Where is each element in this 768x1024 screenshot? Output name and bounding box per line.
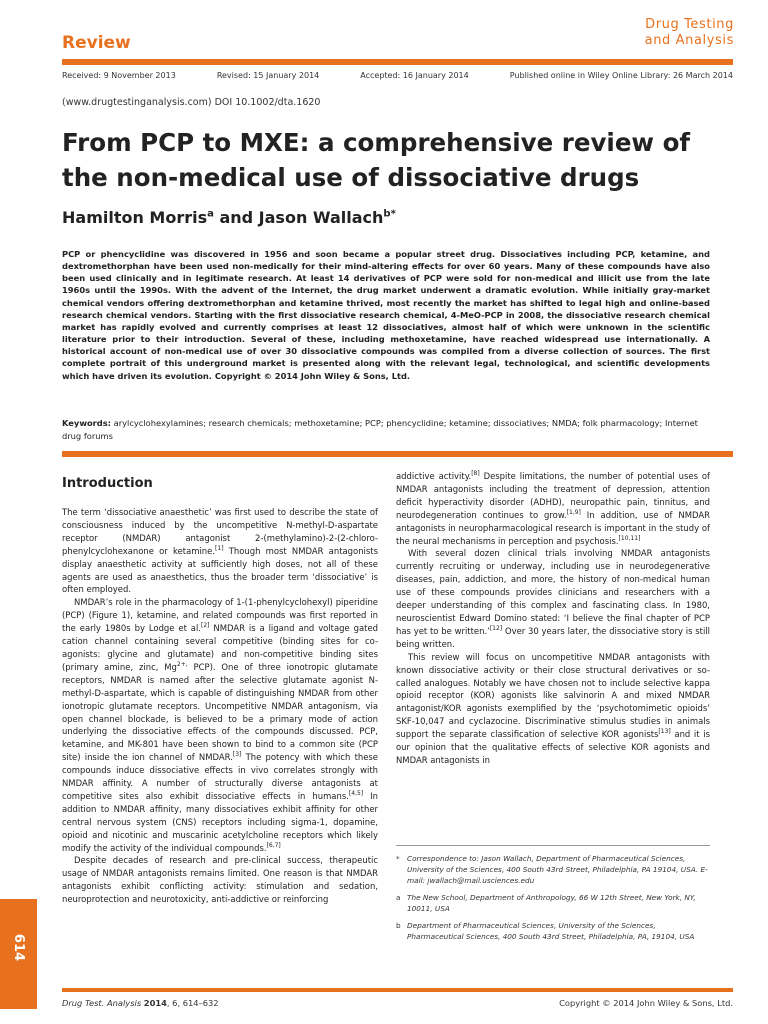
text-run: Despite limitations, the number of potential uses of NMDAR antagonists including the treatment of depression, attention deficit hyperactivity disorder (ADHD), neuropathic pain, tinnitus, and neurodegeneration continues to grow. (396, 471, 710, 520)
text-run: Over 30 years later, the dissociative story is still being written. (396, 625, 710, 649)
footnote-text: Correspondence to: Jason Wallach, Department of Pharmaceutical Sciences, University of the Sciences, 400 South 43rd Street, Philadelphia, PA 19104, USA. E-mail: jwallach@mail.usciences.edu (407, 854, 708, 885)
superscript: 2+, (176, 661, 188, 669)
text-run: NMDAR’s role in the pharmacology of 1-(1-phenylcyclohexyl) piperidine (PCP) (Figure 1), ketamine, and related compounds was first reported in the early 1980s by Lodge et al. (62, 597, 378, 634)
text-run: The term ‘dissociative anaesthetic’ was first used to describe the state of consciousness induced by the uncompetitive N-methyl-D-aspartate receptor (NMDAR) antagonist 2-(methylamino)-2-(2-chloro-phenylcyclohexanone or ketamine. (62, 507, 378, 556)
text-run: This review will focus on uncompetitive NMDAR antagonists with known dissociative activity or their close structural derivatives or so-called analogues. Notably we have chosen not to include selective kappa opioid receptor (KOR) agonists like salvinorin A and mixed NMDAR antagonist/KOR agonists exemplified by the ‘psychotomimetic opioids’ SKF-10,047 and cyclazocine. Discriminative stimulus studies in animals support the separate classification of selective KOR agonists (396, 651, 710, 740)
footnote-mark: * (396, 854, 400, 863)
paragraph: Despite decades of research and pre-clinical success, therapeutic usage of NMDAR antagonists remains limited. One reason is that NMDAR antagonists exhibit conflicting activity: stimulation and sedation, neuroprotection and neurotoxicity, anti-addictive or reinforcing (62, 855, 378, 905)
author-line (62, 208, 396, 227)
paragraph (396, 470, 710, 547)
author-1: Hamilton Morris (62, 208, 208, 227)
footnote-affiliation-b (396, 920, 710, 942)
citation[interactable]: [12] (489, 625, 503, 633)
text-run: The potency with which these compounds induce dissociative effects in vivo correlates strongly with NMDAR affinity. A number of structurally diverse antagonists at competitive sites also exhibit dissociative effects in humans. (62, 752, 378, 801)
citation[interactable]: [3] (232, 751, 242, 759)
paragraph (396, 651, 710, 767)
abstract: PCP or phencyclidine was discovered in 1956 and soon became a popular street drug. Dissociatives including PCP, ketamine, and dextromethorphan have been used non-medically for their mind-altering effects for over 60 years. Many of these compounds have also been used clinically and in legitimate research. At least 14 derivatives of PCP were sold for non-medical and illicit use from the late 1960s until the 1990s. With the advent of the Internet, the drug market underwent a dramatic evolution. While initially gray-market chemical vendors offering dextromethorphan and ketamine thrived, most recently the market has shifted to legal high and online-based research chemical vendors. Starting with the first dissociative research chemical, 4-MeO-PCP in 2008, the dissociative research chemical market has rapidly evolved and currently comprises at least 12 dissociatives, almost half of which were unknown in the scientific literature prior to their introduction. Several of these, including methoxetamine, have reached widespread use internationally. A historical account of non-medical use of over 30 dissociative compounds was compiled from a diverse collection of sources. The first complete portrait of this underground market is presented along with the relevant legal, technological, and scientific developments which have driven its evolution. Copyright © 2014 John Wiley & Sons, Ltd. (62, 249, 710, 381)
citation[interactable]: [4,5] (348, 790, 364, 798)
author-2-affiliation: b* (383, 208, 396, 220)
text-run: With several dozen clinical trials involving NMDAR antagonists currently recruiting or underway, including use in neurodegenerative diseases, pain, addiction, and more, the history of non-medical human use of these compounds provides clinicians and researchers with a deeper understanding of this complex and fascinating class. In 1980, neuroscientist Edward Domino stated: ‘I believe the final chapter of PCP has yet to be written.’ (396, 548, 710, 636)
revised-date: Revised: 15 January 2014 (216, 71, 320, 80)
paragraph (62, 596, 378, 854)
footnote-affiliation-a (396, 892, 710, 914)
paragraph (396, 547, 710, 650)
citation[interactable]: [13] (658, 728, 671, 736)
text-run: and it is our opinion that the qualitative effects of selective KOR agonists and NMDAR antagonists in (396, 729, 710, 765)
citation[interactable]: [2] (200, 622, 210, 630)
page-number: 614 (11, 933, 26, 962)
footnote-text: Department of Pharmaceutical Sciences, University of the Sciences, Pharmaceutical Sciences, 400 South 43rd Street, Philadelphia, PA, 19104, USA (407, 921, 695, 941)
text-run: In addition to NMDAR affinity, many dissociatives exhibit affinity for other central nervous system (CNS) receptors including sigma-1, dopamine, opioid and nicotinic and muscarinic acetylcholine receptors which likely modify the activity of the individual compounds. (62, 790, 378, 853)
text-run: NMDAR is a ligand and voltage gated cation channel containing several competitive (binding sites for co-agonists: glycine and glutamate) and non-competitive binding sites (primary amine, zinc, Mg (62, 623, 378, 672)
citation[interactable]: [1] (215, 544, 224, 552)
article-dates (62, 71, 733, 80)
doi-line[interactable]: (www.drugtestinganalysis.com) DOI 10.1002/dta.1620 (62, 97, 321, 108)
journal-name-line2: and Analysis (644, 33, 734, 48)
footer-copyright: Copyright © 2014 John Wiley & Sons, Ltd. (559, 998, 733, 1008)
section-rule (62, 451, 733, 457)
author-1-affiliation: a (207, 208, 214, 220)
article-title: From PCP to MXE: a comprehensive review of the non-medical use of dissociative drugs (62, 128, 691, 192)
text-run: PCP). One of three ionotropic glutamate receptors, NMDAR is named after the selective glutamate agonist N-methyl-D-aspartate, which is capable of distinguishing NMDAR from other ionotropic glutamate receptors. Uncompetitive NMDAR antagonism, via open channel blockade, is believed to be a primary mode of action underlying the dissociative effects of the compounds discussed. PCP, ketamine, and MK-801 have been shown to bind to a common site (PCP site) inside the ion channel of NMDAR. (62, 661, 378, 763)
footnotes (396, 853, 710, 948)
received-date: Received: 9 November 2013 (62, 71, 176, 80)
footnote-correspondence (396, 853, 710, 886)
accepted-date: Accepted: 16 January 2014 (360, 71, 469, 80)
text-run: Though most NMDAR antagonists display anaesthetic activity at sufficiently high doses, not all of these agents are used as anaesthetics, thus the broader term ‘dissociative’ is often employed. (62, 545, 378, 595)
citation[interactable]: [1,9] (566, 508, 581, 516)
footnote-text: The New School, Department of Anthropology, 66 W 12th Street, New York, NY, 10011, USA (407, 893, 696, 913)
text-run: In addition, use of NMDAR antagonists in neuropharmacological research is important in the study of the neural mechanisms in perception and psychosis. (396, 509, 710, 546)
author-conjunction: and (213, 208, 259, 227)
footer-journal: Drug Test. Analysis (62, 998, 142, 1008)
journal-logo (645, 17, 734, 49)
footnote-mark: b (396, 921, 401, 930)
citation[interactable]: [6,7] (266, 841, 281, 849)
citation[interactable]: [10,11] (618, 534, 641, 542)
footer-rule (62, 988, 733, 992)
keywords-text: arylcyclohexylamines; research chemicals; methoxetamine; PCP; phencyclidine; ketamine; dissociatives; NMDA; folk pharmacology; Internet drug forums (62, 418, 698, 441)
footnote-rule (396, 845, 710, 846)
left-column (62, 506, 378, 906)
journal-name-line1: Drug Testing (645, 17, 734, 32)
footnote-mark: a (396, 893, 401, 902)
published-date: Published online in Wiley Online Library: 26 March 2014 (509, 71, 733, 80)
footer-volume-pages: , 6, 614–632 (166, 998, 219, 1008)
introduction-heading: Introduction (62, 476, 153, 491)
text-run: addictive activity. (396, 471, 472, 481)
keywords (62, 417, 710, 443)
section-label: Review (62, 33, 131, 53)
keywords-label: Keywords: (62, 418, 111, 428)
footer-citation (62, 998, 219, 1008)
author-2: Jason Wallach (258, 208, 384, 227)
footer-year: 2014 (143, 998, 167, 1008)
right-column (396, 470, 710, 767)
header-rule (62, 59, 733, 65)
citation[interactable]: [8] (471, 470, 480, 478)
paragraph (62, 506, 378, 596)
